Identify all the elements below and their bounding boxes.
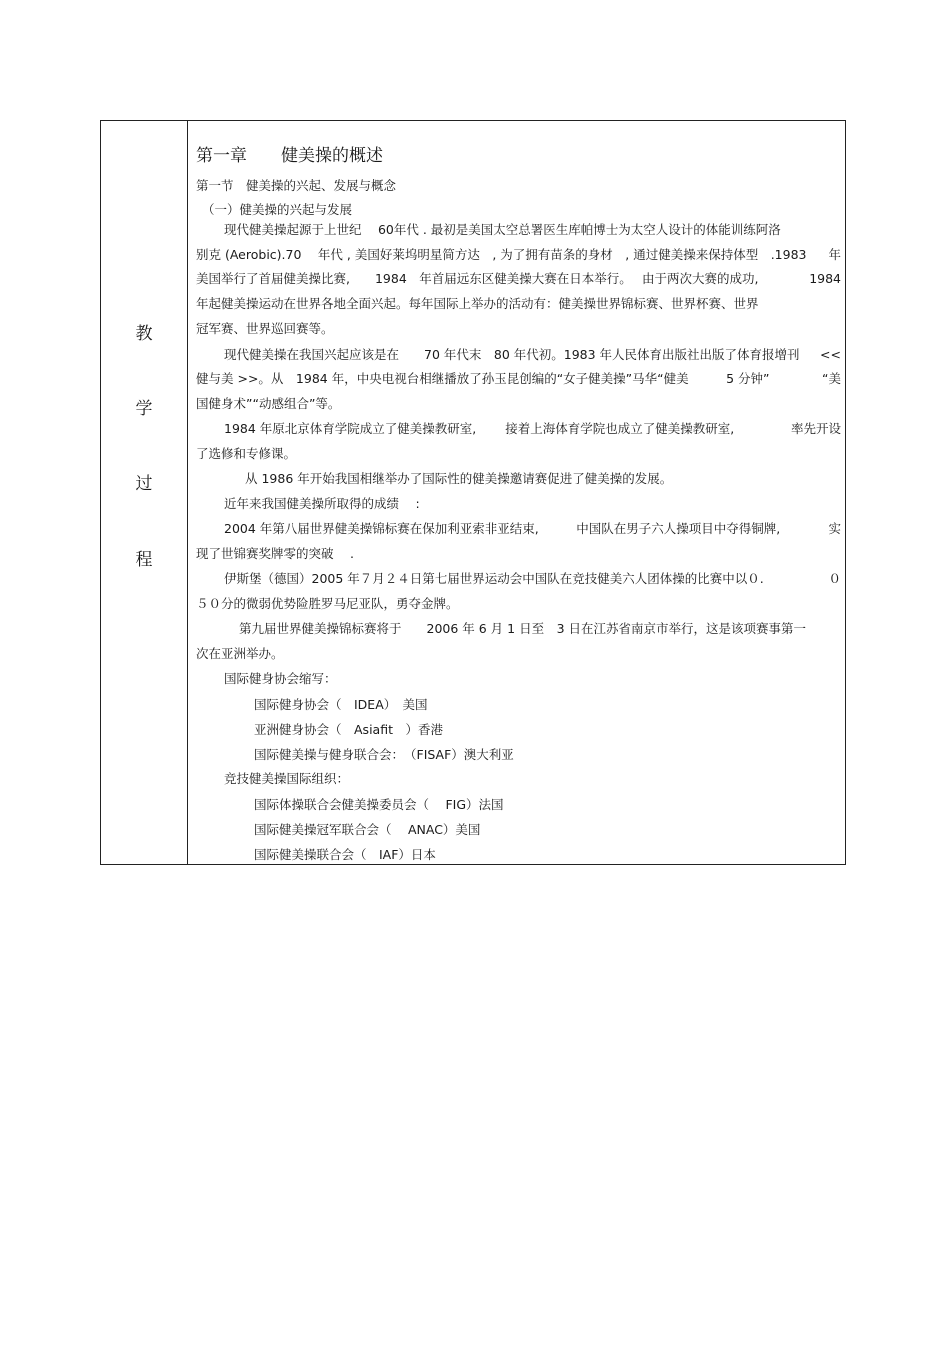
paragraph-2006-line-1: 第九届世界健美操锦标赛将于 2006 年 6 月 1 日至 3 日在江苏省南京市举行，这是该项赛事第一 <box>239 621 807 636</box>
org-item-fisaf: 国际健美操与健身联合会： （FISAF）澳大利亚 <box>254 747 514 762</box>
paragraph-china-line-1 <box>224 347 841 363</box>
org-item-fig: 国际体操联合会健美操委员会（ FIG）法国 <box>254 797 504 812</box>
paragraph-2004-line-1 <box>224 521 841 537</box>
paragraph-2004-line-1-text: 2004 年第八届世界健美操锦标赛在保加利亚索非亚结束, 中国队在男子六人操项目中夺得铜牌, <box>224 521 781 536</box>
paragraph-origin-line-4: 年起健美操运动在世界各地全面兴起。每年国际上举办的活动有：健美操世界锦标赛、世界杯赛、世界 <box>196 296 759 311</box>
paragraph-achievements: 近年来我国健美操所取得的成绩 : <box>224 496 420 511</box>
paragraph-2004-line-1-end: 实 <box>828 521 841 536</box>
paragraph-2005-line-1-end: ０ <box>828 571 841 586</box>
section-title: 第一节 健美操的兴起、发展与概念 <box>196 178 397 193</box>
paragraph-origin-line-5: 冠军赛、世界巡回赛等。 <box>196 321 334 336</box>
paragraph-china-line-1-text: 现代健美操在我国兴起应该是在 70 年代末 80 年代初。1983 年人民体育出版社出版了体育报增刊 <box>224 347 800 362</box>
org-item-idea: 国际健身协会（ IDEA） 美国 <box>254 697 428 712</box>
paragraph-origin-line-3-end: 1984 <box>809 271 841 286</box>
org-heading-fitness: 国际健身协会缩写： <box>224 671 337 686</box>
paragraph-origin-line-2-text: 别克 (Aerobic).70 年代 , 美国好莱坞明星简方达 , 为了拥有苗条的身材 , 通过健美操来保持体型 .1983 <box>196 247 807 262</box>
paragraph-china-line-2-text: 健与美 >>。从 1984 年，中央电视台相继播放了孙玉昆创编的“女子健美操”马华“健美 5 分钟” <box>196 371 770 386</box>
column-divider <box>187 121 188 864</box>
paragraph-origin-line-3-text: 美国举行了首届健美操比赛, 1984 年首届远东区健美操大赛在日本举行。 由于两次大赛的成功, <box>196 271 759 286</box>
side-label-char-2: 学 <box>135 399 153 419</box>
paragraph-2005-line-1-text: 伊斯堡（德国）2005 年７月２４日第七届世界运动会中国队在竞技健美六人团体操的比赛中以０. <box>224 571 764 586</box>
paragraph-institutes-line-1-text: 1984 年原北京体育学院成立了健美操教研室, 接着上海体育学院也成立了健美操教研室, <box>224 421 735 436</box>
paragraph-china-line-1-end: << <box>820 347 841 362</box>
org-item-anac: 国际健美操冠军联合会（ ANAC）美国 <box>254 822 481 837</box>
side-label-char-1: 教 <box>135 324 153 344</box>
paragraph-invitational: 从 1986 年开始我国相继举办了国际性的健美操邀请赛促进了健美操的发展。 <box>245 471 673 486</box>
org-heading-competitive: 竞技健美操国际组织： <box>224 771 350 786</box>
lesson-table <box>100 120 846 865</box>
org-item-asiafit: 亚洲健身协会（ Asiafit ）香港 <box>254 722 443 737</box>
paragraph-origin-line-2-end: 年 <box>828 247 841 262</box>
paragraph-2004-line-2: 现了世锦赛奖牌零的突破 . <box>196 546 354 561</box>
org-item-iaf: 国际健美操联合会（ IAF）日本 <box>254 847 436 862</box>
paragraph-institutes-line-1 <box>224 421 841 437</box>
chapter-title: 第一章 健美操的概述 <box>196 146 383 166</box>
paragraph-china-line-2-end: “美 <box>822 371 841 386</box>
paragraph-institutes-line-1-end: 率先开设 <box>790 421 841 436</box>
paragraph-2005-line-2: ５０分的微弱优势险胜罗马尼亚队，勇夺金牌。 <box>196 596 459 611</box>
paragraph-origin-line-3 <box>196 271 841 287</box>
subsection-title: （一）健美操的兴起与发展 <box>202 202 353 217</box>
paragraph-origin-line-2 <box>196 247 841 263</box>
paragraph-china-line-3: 国健身术”“动感组合”等。 <box>196 396 341 411</box>
side-label-char-3: 过 <box>135 474 153 494</box>
side-label-char-4: 程 <box>135 550 153 570</box>
paragraph-institutes-line-2: 了选修和专修课。 <box>196 446 297 461</box>
paragraph-2006-line-2: 次在亚洲举办。 <box>196 646 284 661</box>
paragraph-china-line-2 <box>196 371 841 387</box>
paragraph-2005-line-1 <box>224 571 841 587</box>
paragraph-origin-line-1: 现代健美操起源于上世纪 60年代 . 最初是美国太空总署医生库帕博士为太空人设计的体能训练阿洛 <box>224 222 781 237</box>
